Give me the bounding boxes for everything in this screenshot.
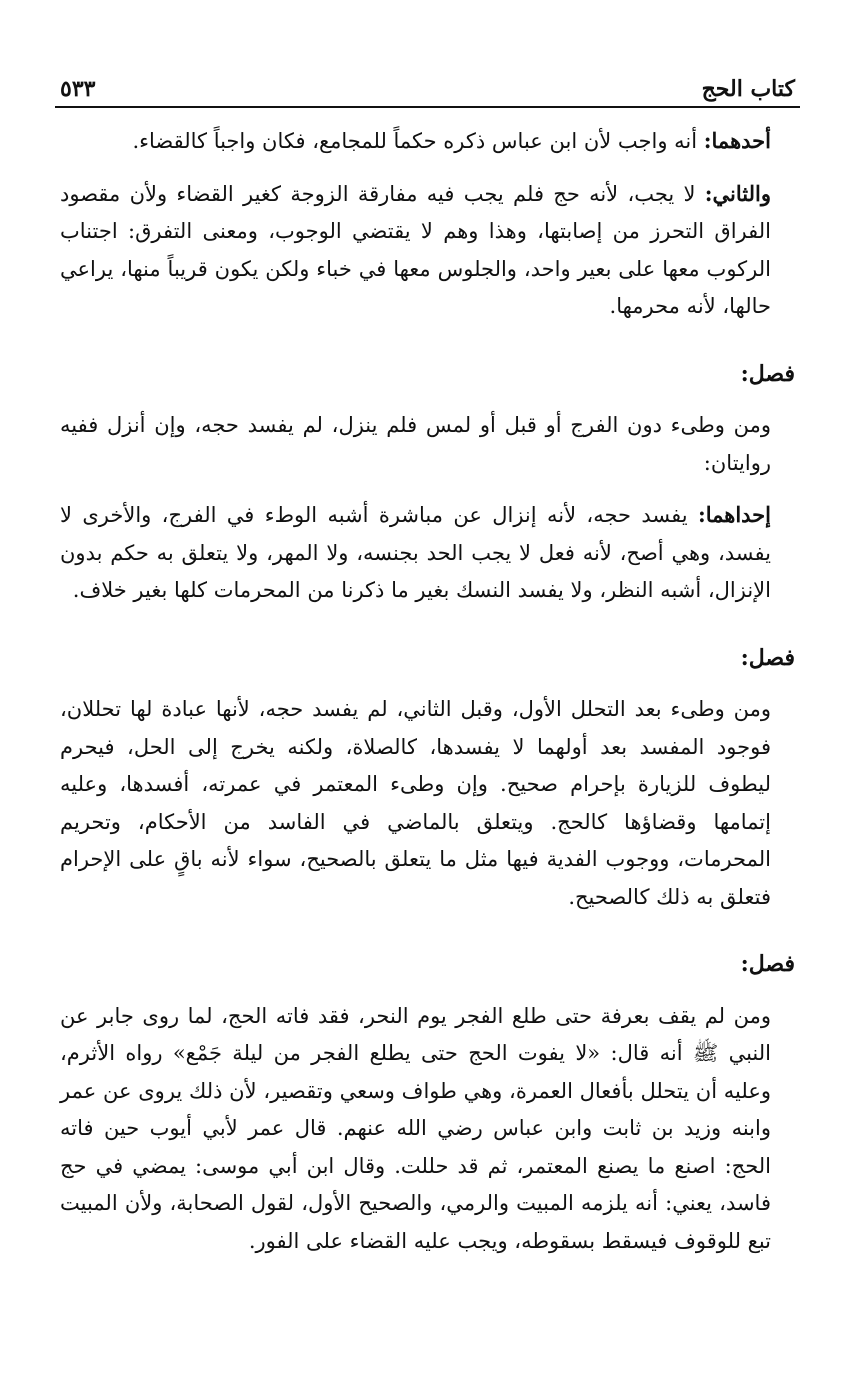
paragraph-lead: أحدهما:	[703, 128, 771, 153]
page-header	[60, 62, 795, 102]
paragraph-lead: إحداهما:	[697, 502, 771, 527]
paragraph-text: يفسد حجه، لأنه إنزال عن مباشرة أشبه الوطء في الفرج، والأخرى لا يفسد، وهي أصح، لأنه فعل لا يجب الحد بجنسه، ولا المهر، ولا يتعلق به حكم بدون الإنزال، أشبه النظر، ولا يفسد النسك بغير ما ذكرنا من المحرمات كلها بغير خلاف.	[60, 503, 771, 602]
section-heading: فصل:	[740, 951, 795, 977]
paragraph-text: لا يجب، لأنه حج فلم يجب فيه مفارقة الزوجة كغير القضاء ولأن مقصود الفراق التحرز من إصابتها، وهذا وهم لا يقتضي الوجوب، ومعنى التفرق: اجتناب الركوب معها على بعير واحد، والجلوس معها في خباء ولكن يكون قريباً منها، يراعي حالها، لأنه محرمها.	[60, 181, 771, 318]
paragraph-text: ومن وطىء دون الفرج أو قبل أو لمس فلم ينزل، لم يفسد حجه، وإن أنزل ففيه روايتان:	[60, 413, 771, 475]
paragraph-text: أنه واجب لأن ابن عباس ذكره حكماً للمجامع، فكان واجباً كالقضاء.	[132, 129, 704, 153]
paragraph-text: ومن وطىء بعد التحلل الأول، وقبل الثاني، لم يفسد حجه، لأنها عبادة لها تحللان، فوجود المفسد بعد أولهما لا يفسدها، كالصلاة، ولكنه يخرج إلى الحل، فيحرم ليطوف للزيارة بإحرام صحيح. وإن وطىء المعتمر في عمرته، أفسدها، وعليه إتمامها وقضاؤها كالحج. ويتعلق بالماضي في الفاسد من الأحكام، وتحريم المحرمات، ووجوب الفدية فيها مثل ما يتعلق بالصحيح، سواء لأنه باقٍ على الإحرام فتعلق به ذلك كالصحيح.	[60, 697, 771, 909]
section-heading: فصل:	[740, 644, 795, 671]
section-heading: فصل:	[740, 360, 795, 387]
paragraph-lead: والثاني:	[704, 180, 771, 206]
paragraph-second-opinion	[60, 175, 795, 326]
header-divider	[55, 106, 800, 108]
page-body	[60, 122, 795, 1260]
paragraph-text: ومن لم يقف بعرفة حتى طلع الفجر يوم النحر، فقد فاته الحج، لما روى جابر عن النبي ﷺ أنه قال: «لا يفوت الحج حتى يطلع الفجر من ليلة جَمْع» رواه الأثرم، وعليه أن يتحلل بأفعال العمرة، وهي طواف وسعي وتقصير، لأن ذلك يروى عن عمر وابنه وزيد بن ثابت وابن عباس رضي الله عنهم. قال عمر لأبي أيوب حين فاته الحج: اصنع ما يصنع المعتمر، ثم قد حللت. وقال ابن أبي موسى: يمضي في حج فاسد، يعني: أنه يلزمه المبيت والرمي، والصحيح الأول، لقول الصحابة، ولأن المبيت تبع للوقوف فيسقط بسقوطه، ويجب عليه القضاء على الفور.	[60, 1003, 771, 1253]
running-title: كتاب الحج	[701, 76, 795, 102]
paragraph-first-opinion	[60, 122, 795, 161]
page-number: ٥٣٣	[60, 76, 96, 102]
paragraph-first-narration	[60, 496, 795, 610]
